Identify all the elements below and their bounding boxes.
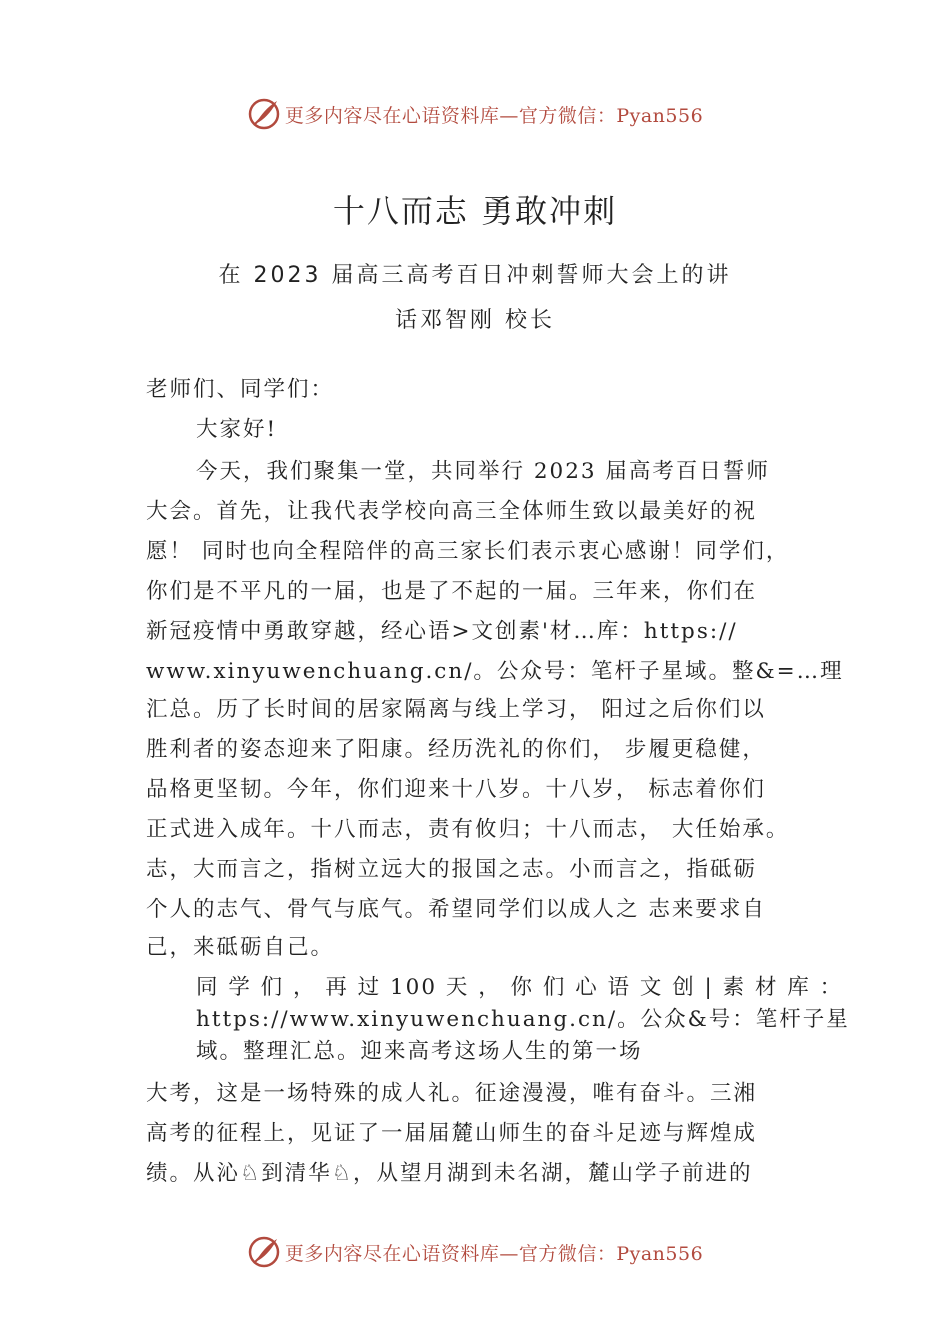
body-line: 大家好! bbox=[196, 417, 278, 442]
body-line: 新冠疫情中勇敢穿越，经心语>文创素'材…库：https:// bbox=[146, 619, 738, 644]
body-line: 绩。从沁♘到清华♘，从望月湖到未名湖，麓山学子前进的 bbox=[146, 1161, 753, 1186]
body-line: 个人的志气、骨气与底气。希望同学们以成人之 志来要求自 bbox=[146, 897, 766, 922]
banner-text: 更多内容尽在心语资料库—官方微信：Pyan556 bbox=[284, 104, 704, 127]
body-line: 老师们、同学们： bbox=[146, 377, 335, 402]
quill-logo-icon bbox=[247, 1235, 281, 1269]
body-line: www.xinyuwenchuang.cn/。公众号：笔杆子星域。整&=…理 bbox=[146, 659, 844, 684]
body-line: 你们是不平凡的一届，也是了不起的一届。三年来，你们在 bbox=[146, 579, 758, 604]
banner-text: 更多内容尽在心语资料库—官方微信：Pyan556 bbox=[284, 1242, 704, 1265]
document-title: 十八而志 勇敢冲刺 bbox=[332, 192, 618, 230]
body-line: 域。整理汇总。迎来高考这场人生的第一场 bbox=[196, 1039, 643, 1064]
quill-logo-icon bbox=[247, 97, 281, 131]
body-line: 品格更坚韧。今年，你们迎来十八岁。十八岁， 标志着你们 bbox=[146, 777, 766, 802]
body-line: 大考，这是一场特殊的成人礼。征途漫漫，唯有奋斗。三湘 bbox=[146, 1081, 758, 1106]
body-line: 己，来砥砺自己。 bbox=[146, 935, 335, 960]
body-line: 大会。首先，让我代表学校向高三全体师生致以最美好的祝 bbox=[146, 499, 758, 524]
header-banner bbox=[0, 94, 950, 134]
document-subtitle-line1: 在 2023 届高三高考百日冲刺誓师大会上的讲 bbox=[218, 263, 732, 288]
body-line: https://www.xinyuwenchuang.cn/。公众&号：笔杆子星 bbox=[196, 1007, 850, 1032]
body-line: 今天，我们聚集一堂，共同举行 2023 届高考百日誓师 bbox=[196, 459, 770, 484]
body-line: 胜利者的姿态迎来了阳康。经历洗礼的你们， 步履更稳健， bbox=[146, 737, 766, 762]
body-line: 同 学 们 ， 再 过 100 天 ， 你 们 心 语 文 创 | 素 材 库 ： bbox=[196, 975, 844, 1000]
body-line: 高考的征程上，见证了一届届麓山师生的奋斗足迹与辉煌成 bbox=[146, 1121, 758, 1146]
document-subtitle-line2: 话邓智刚 校长 bbox=[395, 308, 555, 333]
footer-banner bbox=[0, 1232, 950, 1272]
body-line: 汇总。历了长时间的居家隔离与线上学习， 阳过之后你们以 bbox=[146, 697, 766, 722]
body-line: 愿！ 同时也向全程陪伴的高三家长们表示衷心感谢！同学们， bbox=[146, 539, 790, 564]
body-line: 正式进入成年。十八而志，责有攸归；十八而志， 大任始承。 bbox=[146, 817, 790, 842]
body-line: 志，大而言之，指树立远大的报国之志。小而言之，指砥砺 bbox=[146, 857, 758, 882]
